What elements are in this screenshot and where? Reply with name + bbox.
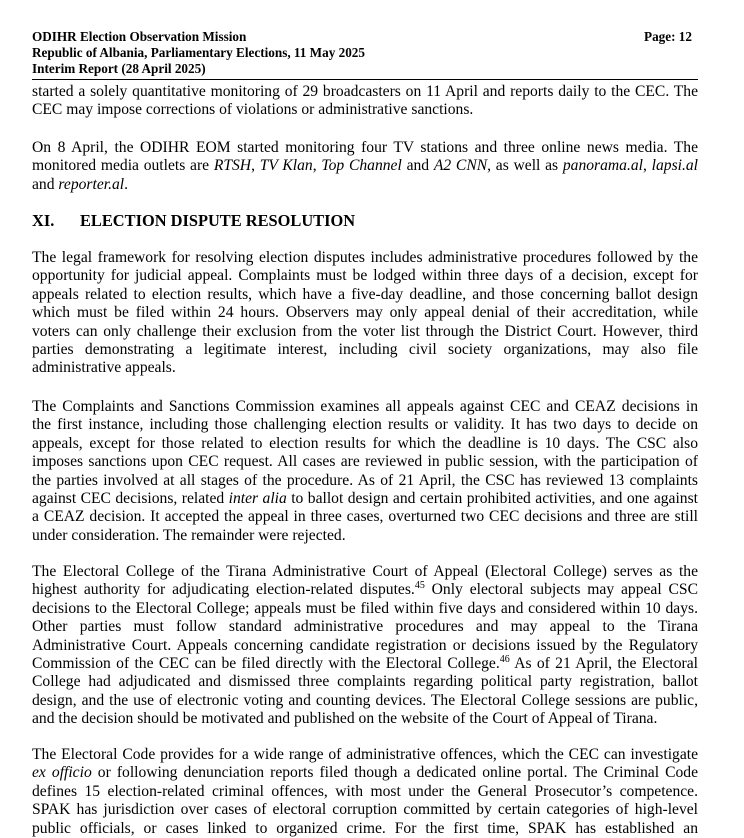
text-line: appeals related to election results, which have a five-day deadline, and those concerning ballot design	[32, 285, 698, 303]
section-number: XI.	[32, 211, 55, 230]
header-election-title: Republic of Albania, Parliamentary Elections, 11 May 2025	[32, 45, 365, 61]
text-line: The Electoral College of the Tirana Administrative Court of Appeal (Electoral College) serves as the	[32, 563, 698, 580]
text-line: decisions to the Electoral College; appeals must be filed within five days and considered within 10 days.	[32, 599, 698, 617]
outlet-top-channel: Top Channel	[321, 157, 402, 175]
text-line: The legal framework for resolving election disputes includes administrative procedures followed by the	[32, 249, 698, 266]
paragraph-media-monitoring-cont	[32, 83, 698, 120]
text-line: design, and the use of electronic voting and counting devices. The Electoral College sessions are public,	[32, 691, 698, 709]
text-line: imposes sanctions upon CEC request. All cases are reviewed in public session, with the participation of	[32, 453, 698, 471]
text-line: Administrative Court. Appeals concerning candidate registration or decisions issued by the Regulatory	[32, 636, 698, 654]
footnote-ref-46[interactable]: 46	[499, 654, 510, 666]
text-line: The Complaints and Sanctions Commission examines all appeals against CEC and CEAZ decisions in	[32, 398, 698, 415]
text-line: under consideration. The remainder were rejected.	[32, 526, 346, 544]
text-line: which must be filed within 24 hours. Observers may only appeal denial of their accreditation, while	[32, 304, 698, 322]
text-line: monitored media outlets are RTSH, TV Klan, Top Channel and A2 CNN, as well as panorama.al, lapsi.al	[32, 157, 699, 175]
outlet-panorama: panorama.al	[562, 157, 643, 175]
header-report-title: Interim Report (28 April 2025)	[32, 61, 206, 77]
text-line: against CEC decisions, related inter alia to ballot design and certain prohibited activities, and one against	[32, 490, 698, 508]
text-line: opportunity for judicial appeal. Complaints must be lodged within three days of a decision, except for	[32, 267, 698, 285]
paragraph-electoral-college	[32, 563, 698, 729]
text-line: a CEAZ decision. It accepted the appeal in three cases, overturned two CEC decisions and three are still	[32, 508, 698, 526]
text-line: parties demonstrating a legitimate interest, including civil society organizations, may also file	[32, 341, 698, 359]
text-line: ex officio or following denunciation reports filed though a dedicated online portal. The Criminal Code	[32, 764, 698, 782]
outlet-a2-cnn: A2 CNN	[433, 157, 488, 175]
text-line: The Electoral Code provides for a wide range of administrative offences, which the CEC can investigate	[32, 746, 698, 763]
paragraph-csc	[32, 398, 698, 545]
paragraph-offences	[32, 746, 698, 838]
text-line: highest authority for adjudicating election-related disputes.$^{45}$ Only electoral subjects may appeal CSC	[32, 580, 698, 599]
text-line: appeals, except for those related to election results for which the deadline is 10 days. The CSC also	[32, 434, 698, 452]
section-title: ELECTION DISPUTE RESOLUTION	[80, 211, 356, 230]
text-line: and the decision should be motivated and published on the website of the Court of Appeal of Tirana.	[32, 710, 658, 728]
outlet-tv-klan: TV Klan	[259, 157, 313, 175]
text-line: and reporter.al.	[32, 175, 129, 193]
header-mission-title: ODIHR Election Observation Mission	[32, 29, 247, 44]
paragraph-legal-framework	[32, 249, 698, 378]
page-header	[32, 29, 698, 80]
text-line: administrative appeals.	[32, 359, 176, 377]
text-line: On 8 April, the ODIHR EOM started monitoring four TV stations and three online news media. The	[32, 139, 698, 156]
text-line: the first instance, including those challenging election results or validity. It has two days to decide on	[32, 416, 698, 434]
paragraph-monitored-outlets	[32, 139, 698, 194]
page-number: Page: 12	[644, 29, 692, 44]
latin-term: ex officio	[32, 764, 92, 782]
text-line: started a solely quantitative monitoring of 29 broadcasters on 11 April and reports daily to the CEC. The	[32, 83, 698, 100]
section-heading	[32, 211, 355, 231]
latin-term: inter alia	[228, 490, 287, 508]
text-line: College had adjudicated and dismissed three complaints regarding political party registration, ballot	[32, 673, 698, 691]
text-line: CEC may impose corrections of violations or administrative sanctions.	[32, 101, 474, 119]
text-line: Commission of the CEC can be filed directly with the Electoral College.$^{46}$ As of 21 April, the Electoral	[32, 654, 698, 673]
footnote-ref-45[interactable]: 45	[414, 580, 425, 592]
outlet-reporter: reporter.al	[58, 175, 125, 193]
outlet-rtsh: RTSH	[213, 157, 252, 175]
outlet-lapsi: lapsi.al	[651, 157, 699, 175]
text-line: the parties involved at all stages of the procedure. As of 21 April, the CSC has reviewed 13 complaints	[32, 471, 698, 489]
text-line: defines 15 election-related criminal offences, with most under the General Prosecutor’s competence.	[32, 782, 698, 800]
text-line: SPAK has jurisdiction over cases of electoral corruption committed by certain categories of high-level	[32, 801, 698, 819]
text-line-clipped: public officials, or cases linked to organized crime. For the first time, SPAK has established an	[32, 819, 698, 837]
text-line: voters can only challenge their exclusion from the voter list through the District Court. However, third	[32, 322, 698, 340]
text-line: Other parties must follow standard administrative procedures and may appeal to the Tirana	[32, 618, 698, 636]
